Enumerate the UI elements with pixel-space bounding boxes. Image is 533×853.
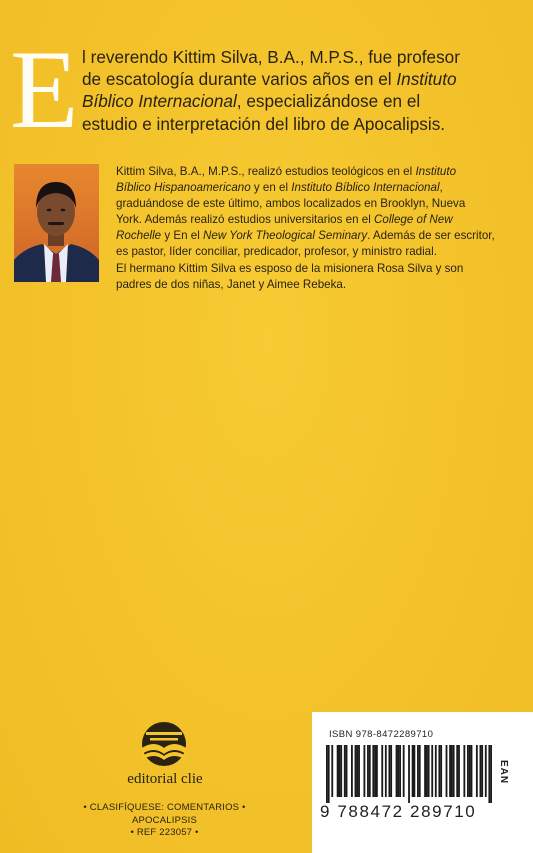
barcode-bar [446,745,448,797]
barcode-label [312,712,533,853]
barcode-bar [369,745,371,797]
author-photo [14,164,99,282]
barcode-bar [469,745,471,797]
barcode-bar [388,745,390,797]
barcode-bar [367,745,369,797]
ean-label: EAN [498,760,509,785]
bio-line: es pastor, líder conciliar, predicador, profesor, y ministro radial. [116,245,437,259]
barcode-bar [376,745,378,797]
barcode-bar [385,745,387,797]
barcode-bar [328,745,330,803]
barcode-bar [417,745,419,797]
classification-block [62,802,267,840]
barcode-bar [396,745,398,797]
barcode-bar [346,745,348,797]
barcode-bar [351,745,353,797]
barcode-bar [488,745,490,803]
barcode-bar [374,745,376,797]
barcode-bar [381,745,383,797]
barcode-bar [490,745,492,803]
barcode-bar [438,745,440,797]
bio-line: York. Además realizó estudios universitarios en el College of New [116,213,453,227]
barcode-bar [358,745,360,797]
classify-line: • CLASIFÍQUESE: COMENTARIOS • [83,802,246,813]
barcode-bar [344,745,346,797]
barcode-bar [458,745,460,797]
barcode-bar [485,745,487,797]
barcode-bar [338,745,340,797]
barcode-bar [426,745,428,797]
barcode-bar [419,745,421,797]
bio-line: Bíblico Hispanoamericano y en el Instituto Bíblico Internacional, [116,181,443,195]
barcode-bar [467,745,469,797]
intro-line: de escatología durante varios años en el Instituto [82,69,457,90]
barcode-bars [326,745,492,803]
barcode-bar [476,745,478,797]
barcode-bar [397,745,399,797]
barcode-bar [326,745,328,803]
barcode-bar [449,745,451,797]
barcode-bar [390,745,392,797]
barcode-bar [456,745,458,797]
barcode-bar [424,745,426,797]
barcode-digits: 9 788472 289710 [320,802,477,821]
barcode-bar [363,745,365,797]
barcode-bar [463,745,465,797]
barcode-bar [372,745,374,797]
classify-line: • REF 223057 • [130,827,199,838]
barcode-bar [403,745,405,797]
intro-line: estudio e interpretación del libro de Apocalipsis. [82,113,446,134]
intro-line: Bíblico Internacional, especializándose en el [82,91,421,112]
isbn-number: ISBN 978-8472289710 [329,729,434,740]
bio-line: Kittim Silva, B.A., M.P.S., realizó estudios teológicos en el Instituto [116,165,457,178]
barcode-bar [340,745,342,797]
bio-line: padres de dos niñas, Janet y Aimee Rebeka. [116,277,347,291]
barcode-bar [440,745,442,797]
barcode-bar [399,745,401,797]
barcode-bar [412,745,414,797]
drop-cap-letter: E [10,28,79,152]
bio-line: graduándose de este último, ambos localizados en Brooklyn, Nueva [116,197,466,211]
classify-line: APOCALIPSIS [131,814,198,826]
barcode-bar [355,745,357,797]
intro-line: l reverendo Kittim Silva, B.A., M.P.S., fue profesor [82,47,460,67]
publisher-name: editorial clie [127,771,203,787]
barcode-bar [451,745,453,797]
barcode-bar [408,745,410,803]
barcode-bar [481,745,483,797]
bio-line: El hermano Kittim Silva es esposo de la misionera Rosa Silva y son [116,261,464,275]
barcode-bar [431,745,433,797]
barcode-bar [471,745,473,797]
barcode-bar [480,745,482,797]
intro-paragraph [82,46,526,135]
barcode-bar [453,745,455,797]
barcode-bar [331,745,333,797]
barcode-bar [356,745,358,797]
barcode-bar [413,745,415,797]
bio-line: Rochelle y En el New York Theological Seminary. Además de ser escritor, [116,229,495,243]
barcode-bar [428,745,430,797]
barcode-bar [435,745,437,797]
author-biography [116,164,526,293]
barcode-bar [337,745,339,797]
